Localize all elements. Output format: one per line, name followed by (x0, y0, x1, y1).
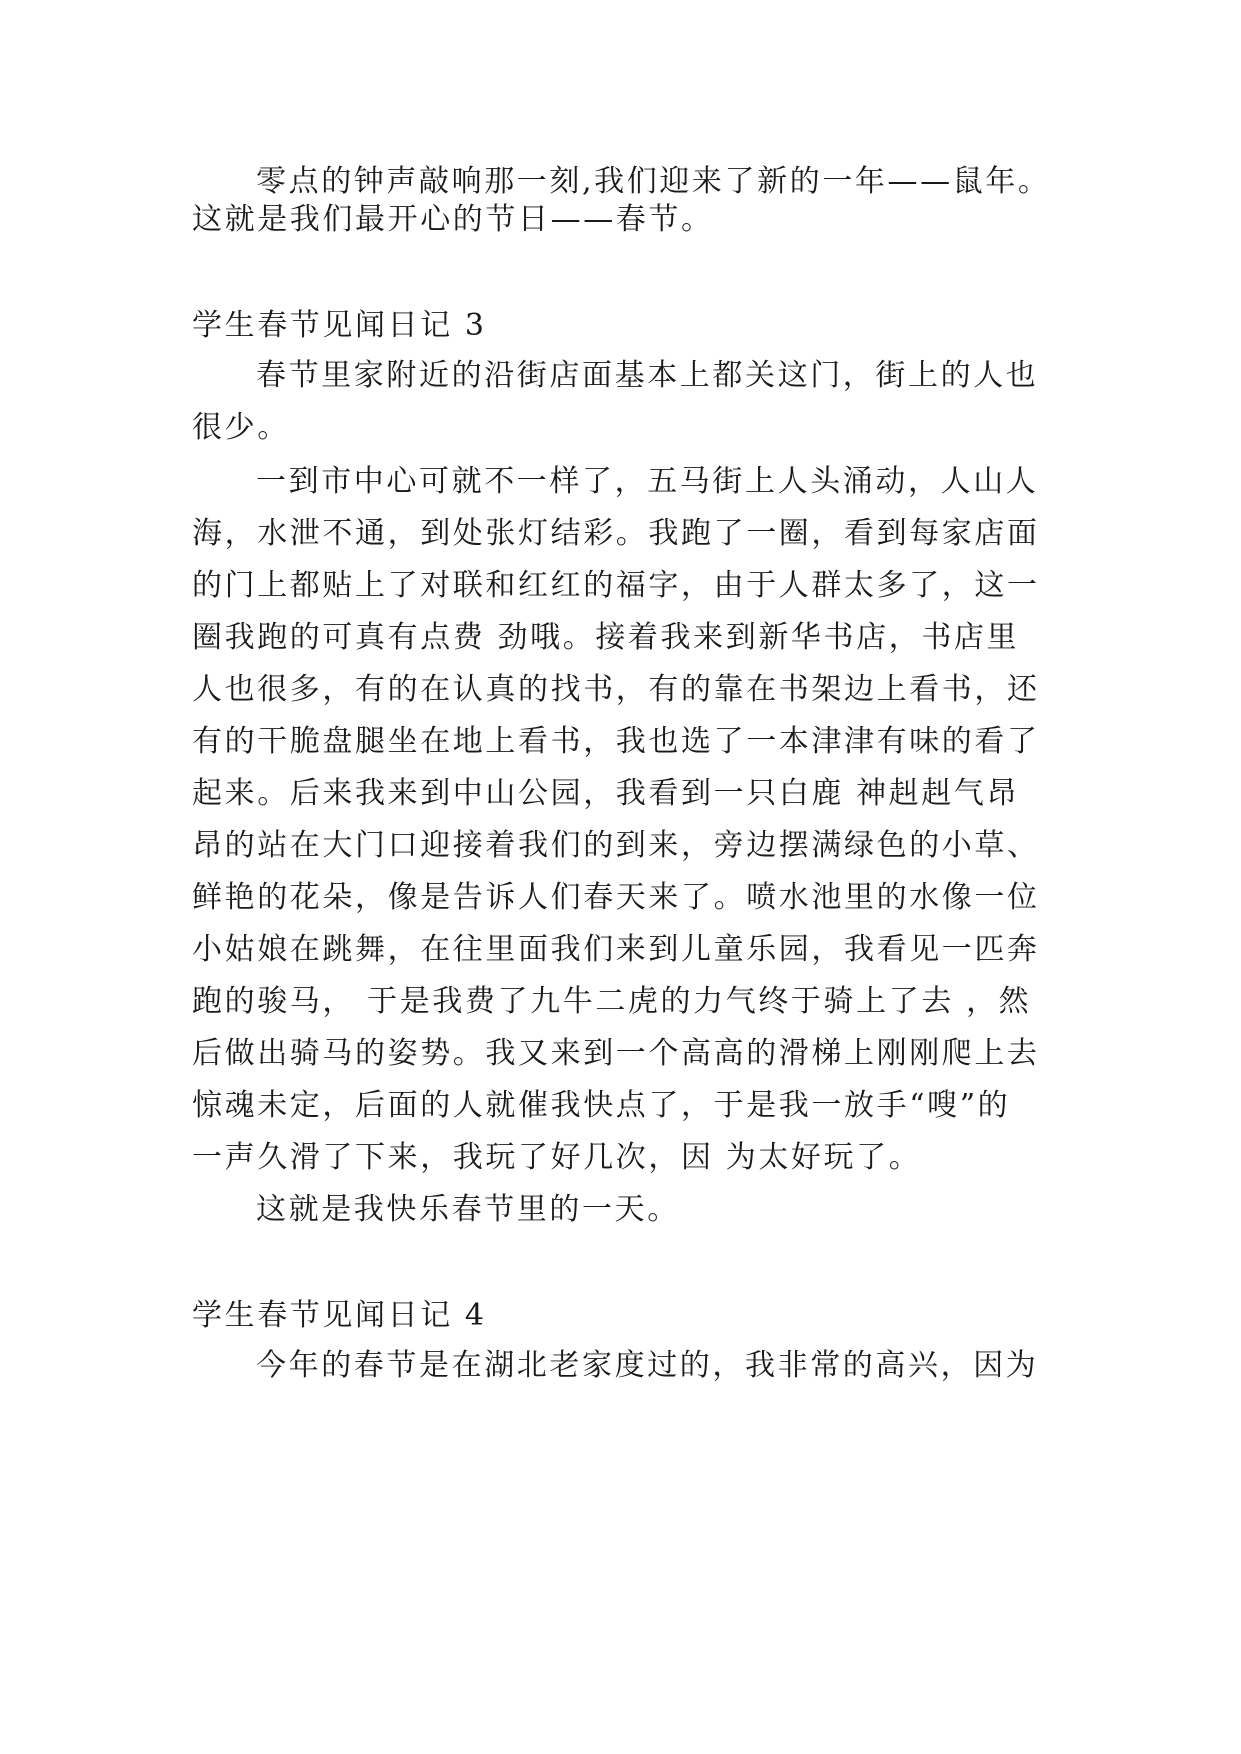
section-heading: 学生春节见闻日记 4 (192, 1298, 487, 1333)
paragraph-line: 起来。后来我来到中山公园，我看到一只白鹿 神赳赳气昂 (192, 776, 1020, 811)
paragraph-line: 鲜艳的花朵，像是告诉人们春天来了。喷水池里的水像一位 (192, 880, 1040, 915)
paragraph-line: 有的干脆盘腿坐在地上看书，我也选了一本津津有味的看了 (192, 724, 1040, 759)
paragraph-line: 今年的春节是在湖北老家度过的，我非常的高兴，因为 (256, 1348, 1039, 1383)
paragraph-line: 昂的站在大门口迎接着我们的到来，旁边摆满绿色的小草、 (192, 828, 1040, 863)
paragraph-line: 跑的骏马， 于是我费了九牛二虎的力气终于骑上了去 ，然 (192, 984, 1032, 1019)
paragraph-line: 很少。 (192, 410, 290, 445)
paragraph-line: 一声久滑了下来，我玩了好几次，因 为太好玩了。 (192, 1140, 922, 1175)
paragraph-line: 人也很多，有的在认真的找书，有的靠在书架边上看书，还 (192, 672, 1040, 707)
paragraph-line: 惊魂未定，后面的人就催我快点了，于是我一放手“嗖”的 (192, 1088, 1011, 1123)
paragraph-line: 后做出骑马的姿势。我又来到一个高高的滑梯上刚刚爬上去 (192, 1036, 1040, 1071)
section-heading: 学生春节见闻日记 3 (192, 308, 487, 343)
paragraph-line: 海，水泄不通，到处张灯结彩。我跑了一圈，看到每家店面 (192, 516, 1040, 551)
paragraph-line: 的门上都贴上了对联和红红的福字，由于人群太多了，这一 (192, 568, 1040, 603)
paragraph-line: 一到市中心可就不一样了，五马街上人头涌动，人山人 (256, 464, 1039, 499)
paragraph-line: 这就是我们最开心的节日——春节。 (192, 202, 714, 237)
paragraph-line: 圈我跑的可真有点费 劲哦。接着我来到新华书店，书店里 (192, 620, 1020, 655)
paragraph-line: 小姑娘在跳舞，在往里面我们来到儿童乐园，我看见一匹奔 (192, 932, 1040, 967)
paragraph-line: 零点的钟声敲响那一刻,我们迎来了新的一年——鼠年。 (256, 164, 1051, 199)
paragraph-line: 这就是我快乐春节里的一天。 (256, 1192, 680, 1227)
paragraph-line: 春节里家附近的沿街店面基本上都关这门，街上的人也 (256, 358, 1039, 393)
